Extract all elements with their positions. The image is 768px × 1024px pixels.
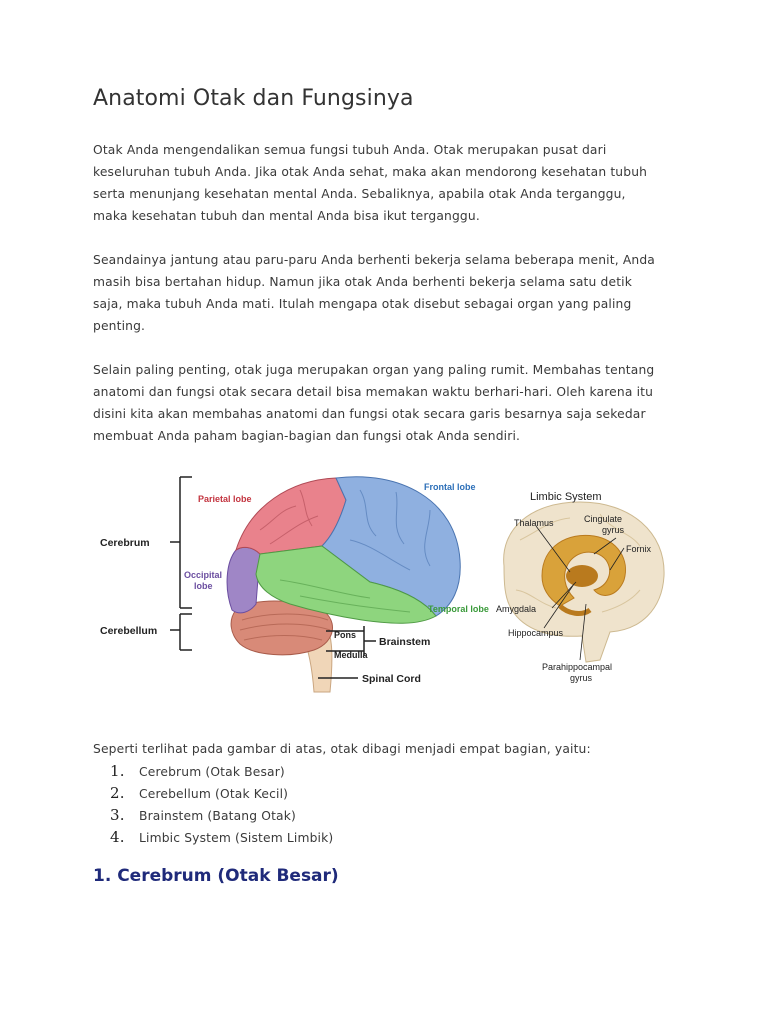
label-parahippocampal-gyrus-2: gyrus	[570, 673, 593, 683]
section-heading-cerebrum: 1. Cerebrum (Otak Besar)	[93, 866, 339, 886]
occipital-lobe-shape	[227, 547, 260, 613]
list-number: 1.	[110, 762, 125, 780]
paragraph-list-intro	[93, 738, 693, 760]
paragraph-intro	[93, 139, 693, 227]
text-line: Seperti terlihat pada gambar di atas, otak dibagi menjadi empat bagian, yaitu:	[93, 742, 591, 756]
list-number: 3.	[110, 806, 125, 824]
label-parahippocampal-gyrus: Parahippocampal	[542, 662, 613, 672]
list-item	[110, 804, 333, 826]
list-text: Cerebrum (Otak Besar)	[139, 765, 285, 779]
page-title: Anatomi Otak dan Fungsinya	[93, 86, 414, 111]
text-line: saja, maka tubuh Anda mati. Itulah mengapa otak disebut sebagai organ yang paling	[93, 297, 632, 311]
text-line: disini kita akan membahas anatomi dan fungsi otak secara garis besarnya saja sekedar	[93, 407, 646, 421]
text-line: maka kesehatan tubuh dan mental Anda bisa ikut terganggu.	[93, 209, 480, 223]
label-frontal-lobe: Frontal lobe	[424, 482, 476, 492]
paragraph-complexity	[93, 359, 693, 447]
label-pons: Pons	[334, 630, 357, 640]
list-number: 4.	[110, 828, 125, 846]
list-number: 2.	[110, 784, 125, 802]
list-item	[110, 760, 333, 782]
text-line: Seandainya jantung atau paru-paru Anda berhenti bekerja selama beberapa menit, Anda	[93, 253, 655, 267]
list-text: Brainstem (Batang Otak)	[139, 809, 296, 823]
text-line: serta menunjang kesehatan mental Anda. Sebaliknya, apabila otak Anda terganggu,	[93, 187, 626, 201]
list-text: Limbic System (Sistem Limbik)	[139, 831, 334, 845]
label-cingulate-gyrus: Cingulate	[584, 514, 623, 524]
limbic-system-figure	[490, 480, 670, 688]
text-line: Selain paling penting, otak juga merupakan organ yang paling rumit. Membahas tentang	[93, 363, 655, 377]
label-amygdala: Amygdala	[496, 604, 537, 614]
text-line: Otak Anda mengendalikan semua fungsi tubuh Anda. Otak merupakan pusat dari	[93, 143, 607, 157]
label-parietal-lobe: Parietal lobe	[198, 494, 252, 504]
paragraph-importance	[93, 249, 693, 337]
text-line: penting.	[93, 319, 146, 333]
label-hippocampus: Hippocampus	[508, 628, 564, 638]
list-item	[110, 782, 333, 804]
label-cingulate-gyrus-2: gyrus	[602, 525, 625, 535]
label-cerebrum: Cerebrum	[100, 537, 150, 549]
thalamus-shape	[566, 565, 598, 587]
label-spinal-cord: Spinal Cord	[362, 673, 421, 685]
text-line: masih bisa bertahan hidup. Namun jika otak Anda berhenti bekerja selama satu detik	[93, 275, 633, 289]
label-fornix: Fornix	[626, 544, 652, 554]
list-text: Cerebellum (Otak Kecil)	[139, 787, 289, 801]
label-brainstem: Brainstem	[379, 636, 431, 648]
list-item	[110, 826, 333, 848]
text-line: anatomi dan fungsi otak secara detail bisa memakan waktu berhari-hari. Oleh karena itu	[93, 385, 654, 399]
text-line: keseluruhan tubuh Anda. Jika otak Anda sehat, maka akan mendorong kesehatan tubuh	[93, 165, 648, 179]
label-thalamus: Thalamus	[514, 518, 554, 528]
label-occipital-lobe-2: lobe	[194, 581, 213, 591]
text-line: membuat Anda paham bagian-bagian dan fungsi otak Anda sendiri.	[93, 429, 521, 443]
label-limbic-title: Limbic System	[530, 491, 602, 503]
brain-anatomy-figure	[100, 470, 489, 692]
label-occipital-lobe: Occipital	[184, 570, 223, 580]
label-cerebellum: Cerebellum	[100, 625, 158, 637]
label-medulla: Medulla	[334, 650, 368, 660]
brain-parts-list	[110, 760, 333, 848]
label-temporal-lobe: Temporal lobe	[428, 604, 489, 614]
